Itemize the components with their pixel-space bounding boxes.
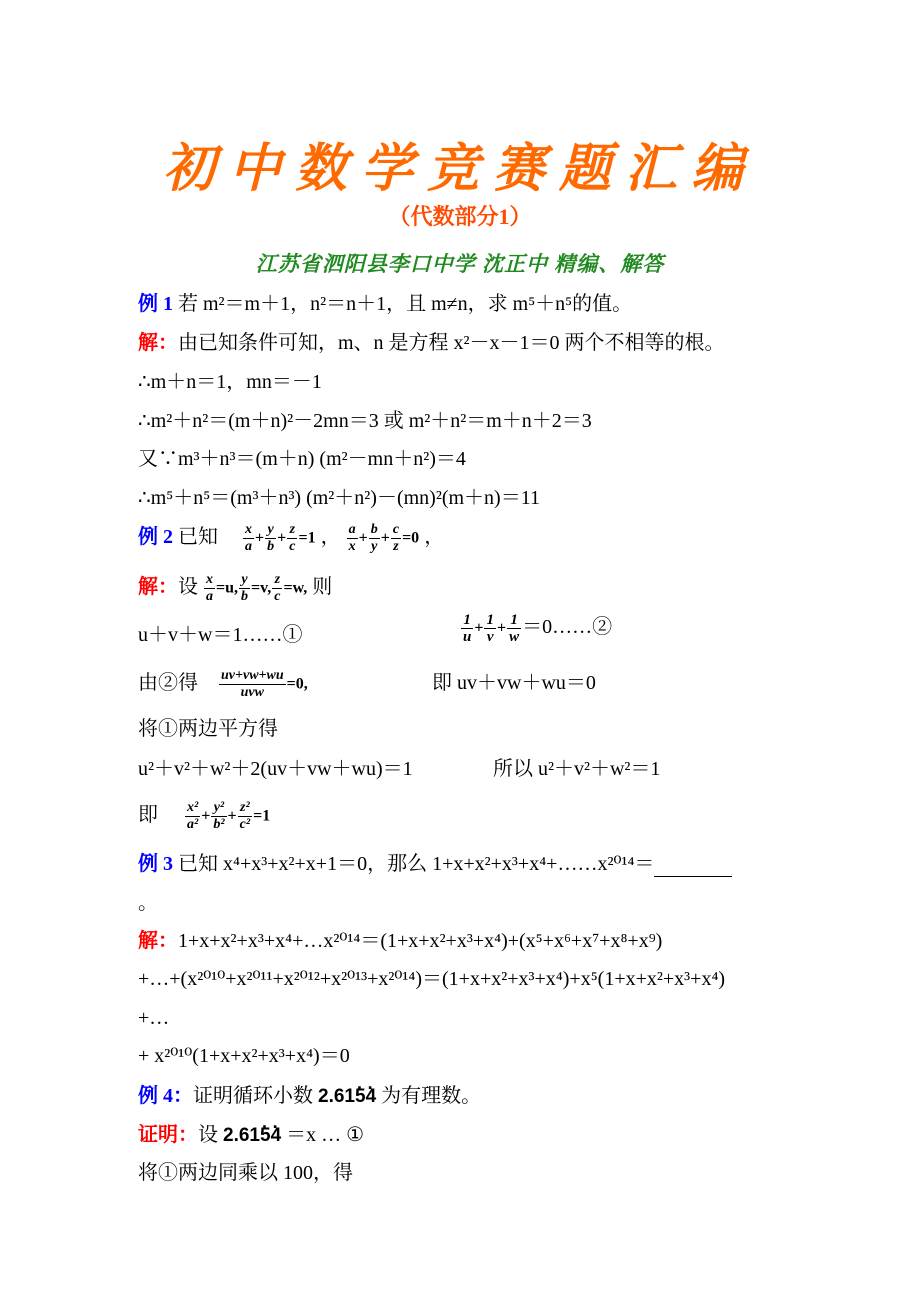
final-result: 即 $\frac{\text{x²}}{\text{a²}}$ + $\frac{\text{y²}}{\text{b²}}$ + $\frac{\text{z²}}{\text{c²}}$ =1 [138,800,271,832]
solution-line: + x²⁰¹⁰(1+x+x²+x³+x⁴)＝0 [138,1045,350,1067]
formula-fraction: $\frac{\text{y²}}{\text{b²}}$ [213,800,225,832]
from-equation-2-label: 由②得 [138,672,198,695]
example-1-question [138,291,632,317]
answer-blank [654,858,732,877]
example-4-text-a: 证明循环小数 [193,1085,313,1107]
formula-fraction: $\frac{1}{w}$ [509,612,520,645]
solution-line: 1+x+x²+x³+x⁴+…x²⁰¹⁴＝(1+x+x²+x³+x⁴)+(x⁵+x⁶+x⁷+x⁸+x⁹) [178,930,663,952]
from-equation-2-result: 即 uv＋vw＋wu＝0 [432,672,596,694]
formula-fraction: $\frac{a}{x}$ [348,522,356,554]
author-line: 江苏省泗阳县李口中学 沈正中 精编、解答 [255,252,665,276]
example-3-question [138,851,732,877]
solution-text: 由已知条件可知，m、n 是方程 x²－x－1＝0 两个不相等的根。 [178,332,725,354]
page-subtitle: （代数部分1） [388,204,532,229]
example-4-label: 例 4： [138,1085,193,1107]
solution-label: 解： [138,332,178,354]
example-2-intro: 已知 [173,526,218,549]
formula-fraction: $\frac{z}{c}$ [289,522,296,554]
example-4-text-b: 为有理数。 [381,1085,482,1107]
solution-line: ∴m＋n＝1，mn＝－1 [138,371,322,393]
proof-text-b: ＝x … ① [286,1124,365,1146]
example-3-solution [138,928,662,954]
formula-fraction: $\frac{z}{c}$ [274,572,281,604]
example-2-label: 例 2 [138,526,173,549]
from-equation-2: 由②得 $\frac{uv+vw+wu}{\text{uvw}}$ =0, [138,668,308,700]
example-4-proof [138,1122,364,1149]
solution-intro: 设 [178,576,198,599]
solution-then: 则 [307,576,333,599]
repeating-decimal: 2.61. 5. 4 [318,1086,376,1107]
example-1-label: 例 1 [138,293,173,315]
proof-label: 证明： [138,1124,198,1146]
page-title: 初中数学竞赛题汇编 [162,138,757,199]
example-2-question: 例 2 已知 $\frac{x}{a}$ + $\frac{y}{b}$ + $\frac{z}{c}$ =1 ， $\frac{a}{x}$ + $\frac{b}{y}$ + $\frac{c}{z}$ =0 ， [138,522,445,554]
example-2-solution: 解：设 $\frac{x}{a}$ =u, $\frac{y}{b}$ =v, $\frac{z}{c}$ =w, 则 [138,572,333,604]
formula-fraction: $\frac{c}{z}$ [392,522,400,554]
formula-fraction: $\frac{\text{x²}}{\text{a²}}$ [187,800,199,832]
solution-line: +… [138,1007,170,1029]
equation-1: u＋v＋w＝1……① [138,624,303,646]
solution-line: ∴m²＋n²＝(m＋n)²－2mn＝3 或 m²＋n²＝m＋n＋2＝3 [138,410,592,432]
final-prefix: 即 [138,804,158,827]
example-1-solution [138,330,725,356]
formula-fraction: $\frac{1}{u}$ [463,612,472,645]
formula-fraction: $\frac{1}{v}$ [486,612,494,645]
formula-fraction: $\frac{\text{z²}}{\text{c²}}$ [239,800,251,832]
example-4-question [138,1083,481,1110]
proof-text-a: 设 [198,1124,218,1146]
example-3-label: 例 3 [138,853,173,875]
formula-fraction: $\frac{x}{a}$ [206,572,213,604]
example-1-text: 若 m²＝m＋1，n²＝n＋1，且 m≠n，求 m⁵＋n⁵的值。 [173,293,633,315]
repeating-decimal: 2.61. 5. 4 [223,1125,281,1146]
solution-label: 解： [138,930,178,952]
square-result: 所以 u²＋v²＋w²＝1 [493,758,661,780]
formula-fraction: $\frac{y}{b}$ [241,572,249,604]
example-3-period: 。 [138,892,158,914]
solution-line: +…+(x²⁰¹⁰+x²⁰¹¹+x²⁰¹²+x²⁰¹³+x²⁰¹⁴)＝(1+x+x²+x³+x⁴)+x⁵(1+x+x²+x³+x⁴) [138,968,726,990]
example-3-text: 已知 x⁴+x³+x²+x+1＝0，那么 1+x+x²+x³+x⁴+……x²⁰¹⁴＝ [173,853,655,875]
formula-fraction: $\frac{x}{a}$ [245,522,252,554]
proof-step: 将①两边同乘以 100，得 [138,1162,353,1184]
formula-fraction: $\frac{y}{b}$ [267,522,275,554]
formula-fraction: $\frac{b}{y}$ [370,522,378,554]
solution-label: 解： [138,576,178,599]
square-line: u²＋v²＋w²＋2(uv＋vw＋wu)＝1 [138,758,413,780]
solution-line: ∴m⁵＋n⁵＝(m³＋n³) (m²＋n²)－(mn)²(m＋n)＝11 [138,487,540,509]
equation-2: $\frac{1}{u}$ + $\frac{1}{v}$ + $\frac{1}{w}$ ＝0……② [463,612,613,645]
square-step: 将①两边平方得 [138,718,278,740]
equation-2-tail: ＝0……② [522,616,613,639]
solution-line: 又∵m³＋n³＝(m＋n) (m²－mn＋n²)＝4 [138,448,466,470]
formula-fraction: $\frac{uv+vw+wu}{\text{uvw}}$ [221,668,284,700]
